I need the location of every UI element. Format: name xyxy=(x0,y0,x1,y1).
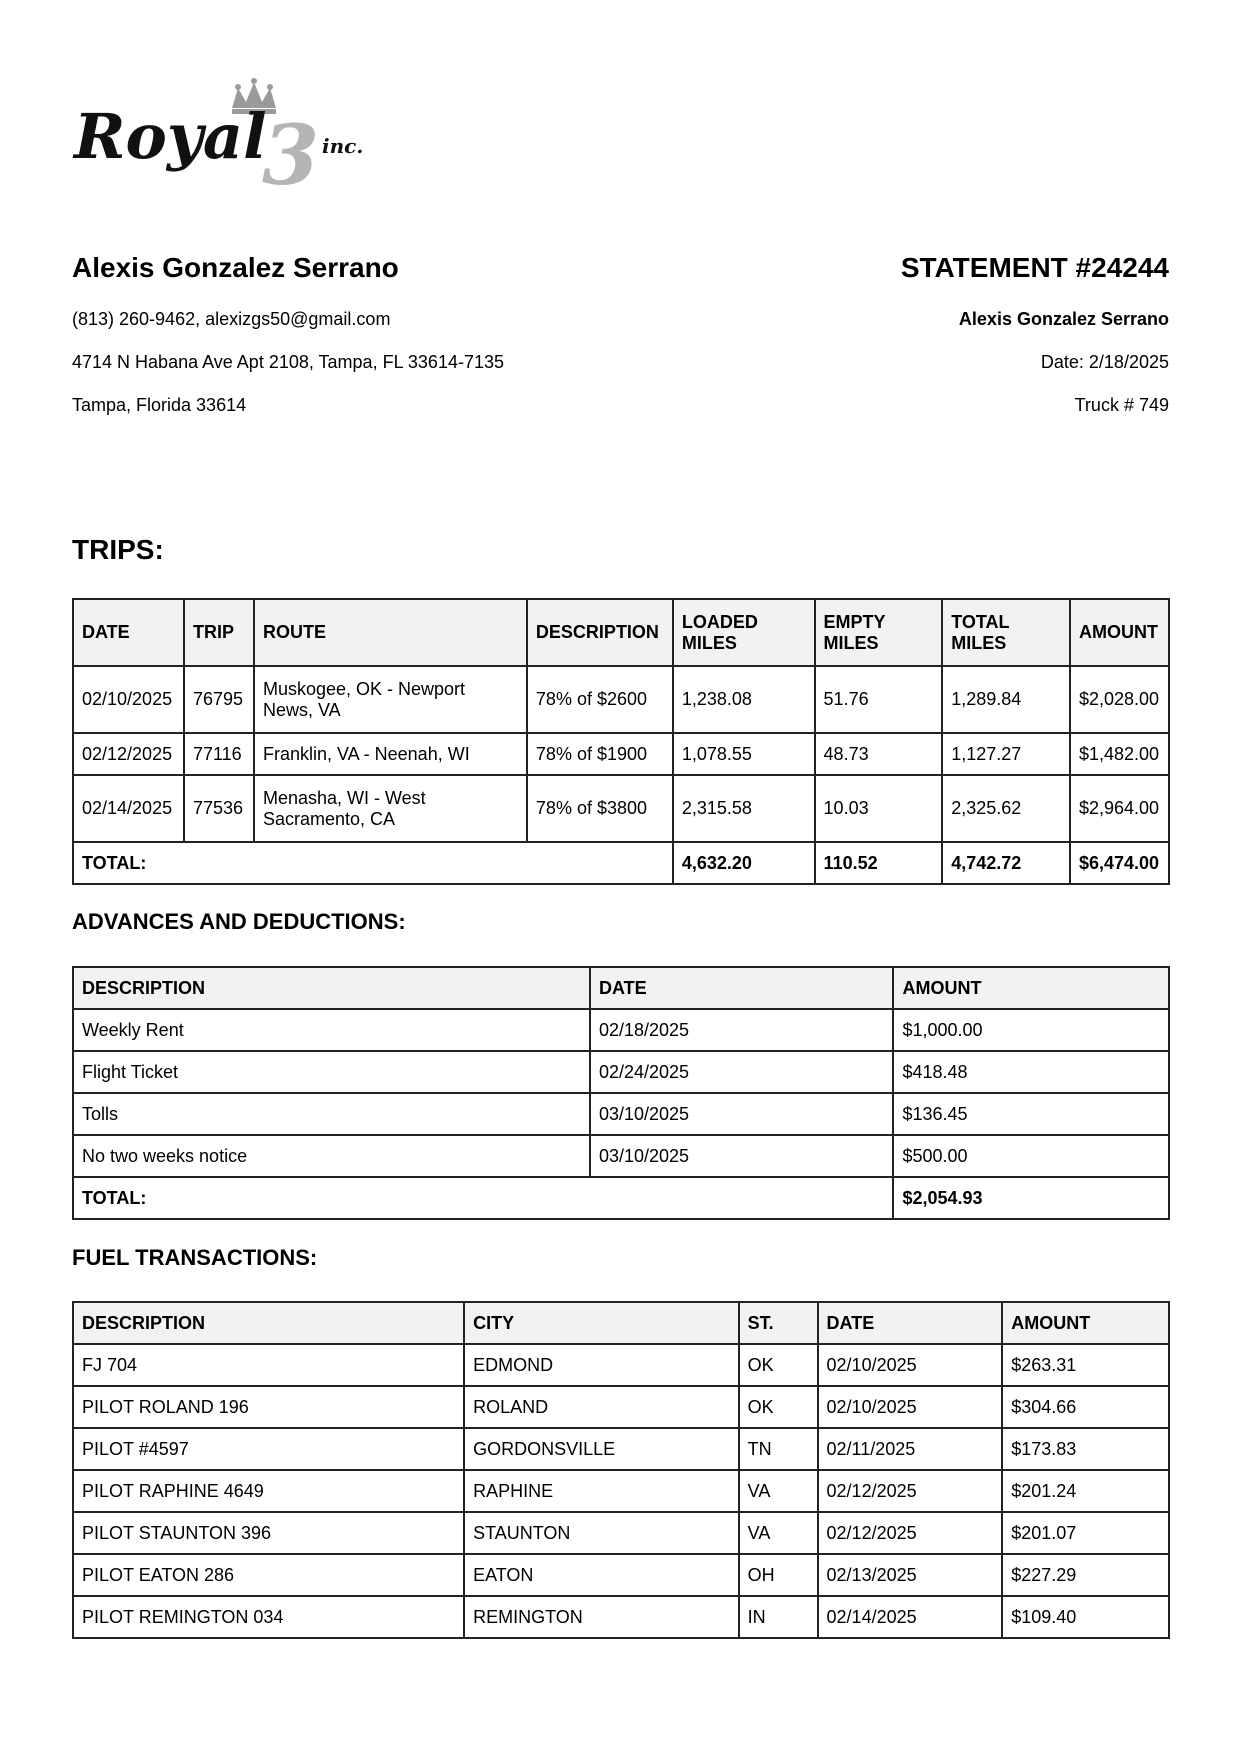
column-header: AMOUNT xyxy=(893,967,1169,1009)
column-header: DESCRIPTION xyxy=(73,1302,464,1344)
table-row xyxy=(73,666,1169,733)
table-row xyxy=(73,1386,1169,1428)
table-row xyxy=(73,1596,1169,1638)
table-cell: $1,000.00 xyxy=(893,1009,1169,1051)
table-cell: FJ 704 xyxy=(73,1344,464,1386)
fuel-table xyxy=(72,1301,1170,1639)
advances-total-row xyxy=(73,1177,1169,1219)
table-cell: 76795 xyxy=(184,666,254,733)
advances-table xyxy=(72,966,1170,1220)
column-header: CITY xyxy=(464,1302,739,1344)
table-cell: Menasha, WI - West Sacramento, CA xyxy=(254,775,527,842)
table-cell: PILOT RAPHINE 4649 xyxy=(73,1470,464,1512)
table-cell: 1,289.84 xyxy=(942,666,1070,733)
table-cell: $173.83 xyxy=(1002,1428,1169,1470)
table-row xyxy=(73,1344,1169,1386)
column-header: LOADED MILES xyxy=(673,599,815,666)
driver-address-line2: Tampa, Florida 33614 xyxy=(72,395,247,415)
table-row xyxy=(73,775,1169,842)
column-header: DATE xyxy=(818,1302,1003,1344)
table-cell: 02/12/2025 xyxy=(818,1470,1003,1512)
table-row xyxy=(73,1554,1169,1596)
total-label: TOTAL: xyxy=(73,842,673,884)
total-empty-miles: 110.52 xyxy=(815,842,943,884)
advances-section-title: ADVANCES AND DEDUCTIONS: xyxy=(72,909,406,934)
table-cell: 02/11/2025 xyxy=(818,1428,1003,1470)
table-cell: 10.03 xyxy=(815,775,943,842)
table-cell: OK xyxy=(739,1344,818,1386)
table-cell: GORDONSVILLE xyxy=(464,1428,739,1470)
trips-section-title: TRIPS: xyxy=(72,534,164,565)
table-cell: $227.29 xyxy=(1002,1554,1169,1596)
table-cell: OH xyxy=(739,1554,818,1596)
trips-total-row xyxy=(73,842,1169,884)
svg-text:Royal: Royal xyxy=(74,100,267,173)
table-cell: 02/10/2025 xyxy=(818,1344,1003,1386)
table-cell: 02/14/2025 xyxy=(818,1596,1003,1638)
driver-info xyxy=(72,250,504,437)
column-header: DATE xyxy=(73,599,184,666)
table-cell: Tolls xyxy=(73,1093,590,1135)
total-amount: $2,054.93 xyxy=(893,1177,1169,1219)
total-label: TOTAL: xyxy=(73,1177,893,1219)
table-cell: EDMOND xyxy=(464,1344,739,1386)
table-row xyxy=(73,1428,1169,1470)
table-cell: 78% of $1900 xyxy=(527,733,673,775)
table-cell: EATON xyxy=(464,1554,739,1596)
table-cell: 2,315.58 xyxy=(673,775,815,842)
table-cell: 1,238.08 xyxy=(673,666,815,733)
table-row xyxy=(73,733,1169,775)
fuel-section-title: FUEL TRANSACTIONS: xyxy=(72,1245,318,1270)
table-cell: RAPHINE xyxy=(464,1470,739,1512)
statement-info xyxy=(901,250,1169,437)
table-cell: $201.24 xyxy=(1002,1470,1169,1512)
table-row xyxy=(73,1512,1169,1554)
column-header: EMPTY MILES xyxy=(815,599,943,666)
table-cell: 2,325.62 xyxy=(942,775,1070,842)
table-cell: 78% of $3800 xyxy=(527,775,673,842)
table-cell: PILOT ROLAND 196 xyxy=(73,1386,464,1428)
table-cell: 03/10/2025 xyxy=(590,1135,893,1177)
table-cell: TN xyxy=(739,1428,818,1470)
trips-header-row xyxy=(73,599,1169,666)
trips-table xyxy=(72,598,1170,885)
table-row xyxy=(73,1470,1169,1512)
table-cell: 77536 xyxy=(184,775,254,842)
table-cell: 77116 xyxy=(184,733,254,775)
total-total-miles: 4,742.72 xyxy=(942,842,1070,884)
driver-contact: (813) 260-9462, alexizgs50@gmail.com xyxy=(72,309,391,329)
table-cell: Muskogee, OK - Newport News, VA xyxy=(254,666,527,733)
table-cell: $304.66 xyxy=(1002,1386,1169,1428)
column-header: TRIP xyxy=(184,599,254,666)
statement-name: Alexis Gonzalez Serrano xyxy=(958,309,1169,329)
table-cell: $2,028.00 xyxy=(1070,666,1169,733)
driver-name: Alexis Gonzalez Serrano xyxy=(72,252,399,283)
fuel-header-row xyxy=(73,1302,1169,1344)
table-cell: 02/12/2025 xyxy=(818,1512,1003,1554)
table-cell: No two weeks notice xyxy=(73,1135,590,1177)
table-cell: $2,964.00 xyxy=(1070,775,1169,842)
column-header: TOTAL MILES xyxy=(942,599,1070,666)
table-cell: $418.48 xyxy=(893,1051,1169,1093)
table-cell: OK xyxy=(739,1386,818,1428)
table-row xyxy=(73,1009,1169,1051)
table-cell: Flight Ticket xyxy=(73,1051,590,1093)
table-row xyxy=(73,1135,1169,1177)
table-cell: VA xyxy=(739,1470,818,1512)
table-cell: 78% of $2600 xyxy=(527,666,673,733)
table-cell: ROLAND xyxy=(464,1386,739,1428)
table-cell: 02/13/2025 xyxy=(818,1554,1003,1596)
table-cell: STAUNTON xyxy=(464,1512,739,1554)
total-loaded-miles: 4,632.20 xyxy=(673,842,815,884)
table-cell: $500.00 xyxy=(893,1135,1169,1177)
table-cell: IN xyxy=(739,1596,818,1638)
table-cell: $136.45 xyxy=(893,1093,1169,1135)
table-cell: $1,482.00 xyxy=(1070,733,1169,775)
svg-text:inc.: inc. xyxy=(322,134,364,158)
table-cell: $263.31 xyxy=(1002,1344,1169,1386)
company-logo xyxy=(72,78,392,198)
table-cell: PILOT EATON 286 xyxy=(73,1554,464,1596)
table-cell: 02/10/2025 xyxy=(818,1386,1003,1428)
table-cell: 02/14/2025 xyxy=(73,775,184,842)
table-cell: 48.73 xyxy=(815,733,943,775)
column-header: ROUTE xyxy=(254,599,527,666)
table-cell: 02/18/2025 xyxy=(590,1009,893,1051)
table-cell: Franklin, VA - Neenah, WI xyxy=(254,733,527,775)
column-header: AMOUNT xyxy=(1070,599,1169,666)
table-cell: 02/12/2025 xyxy=(73,733,184,775)
driver-address-line1: 4714 N Habana Ave Apt 2108, Tampa, FL 33614-7135 xyxy=(72,352,504,372)
statement-truck: Truck # 749 xyxy=(1074,395,1169,415)
column-header: ST. xyxy=(739,1302,818,1344)
table-cell: REMINGTON xyxy=(464,1596,739,1638)
table-cell: $109.40 xyxy=(1002,1596,1169,1638)
column-header: DESCRIPTION xyxy=(527,599,673,666)
table-cell: 02/24/2025 xyxy=(590,1051,893,1093)
column-header: DESCRIPTION xyxy=(73,967,590,1009)
statement-date: Date: 2/18/2025 xyxy=(1040,352,1169,372)
table-cell: 1,078.55 xyxy=(673,733,815,775)
table-cell: 51.76 xyxy=(815,666,943,733)
table-cell: PILOT STAUNTON 396 xyxy=(73,1512,464,1554)
table-row xyxy=(73,1051,1169,1093)
advances-header-row xyxy=(73,967,1169,1009)
table-row xyxy=(73,1093,1169,1135)
table-cell: Weekly Rent xyxy=(73,1009,590,1051)
table-cell: VA xyxy=(739,1512,818,1554)
table-cell: PILOT REMINGTON 034 xyxy=(73,1596,464,1638)
svg-text:3: 3 xyxy=(262,108,320,198)
table-cell: PILOT #4597 xyxy=(73,1428,464,1470)
column-header: DATE xyxy=(590,967,893,1009)
column-header: AMOUNT xyxy=(1002,1302,1169,1344)
total-amount: $6,474.00 xyxy=(1070,842,1169,884)
table-cell: 1,127.27 xyxy=(942,733,1070,775)
table-cell: 02/10/2025 xyxy=(73,666,184,733)
statement-title: STATEMENT #24244 xyxy=(900,252,1169,283)
table-cell: $201.07 xyxy=(1002,1512,1169,1554)
table-cell: 03/10/2025 xyxy=(590,1093,893,1135)
